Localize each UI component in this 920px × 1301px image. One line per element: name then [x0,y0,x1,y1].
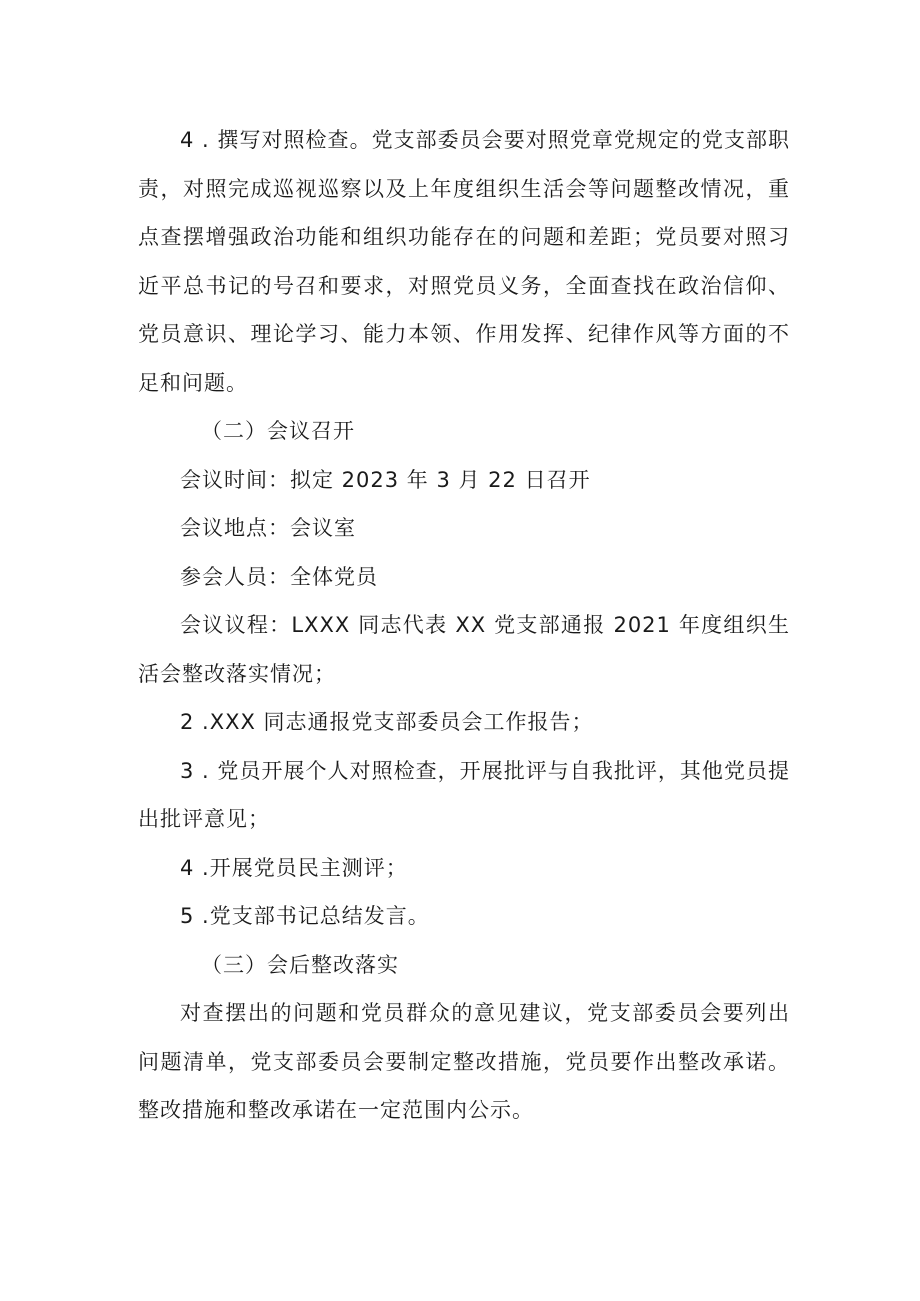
paragraph-attendees: 参会人员：全体党员 [180,564,378,589]
paragraph-agenda-item-4: 4 .开展党员民主测评； [180,855,408,880]
section-heading-meeting: （二）会议召开 [201,419,355,443]
paragraph-agenda-item-2: 2 .XXX 同志通报党支部委员会工作报告； [180,710,594,734]
paragraph-rectification: 对查摆出的问题和党员群众的意见建议，党支部委员会要列出问题清单，党支部委员会要制定整改措施，党员要作出整改承诺。整改措施和整改承诺在一定范围内公示。 [138,1001,790,1122]
paragraph-meeting-time: 会议时间：拟定 2023 年 3 月 22 日召开 [180,467,591,492]
paragraph-agenda: 会议议程：LXXX 同志代表 XX 党支部通报 2021 年度组织生活会整改落实情况； [138,613,790,686]
section-heading-rectification: （三）会后整改落实 [201,952,399,977]
document-body [138,116,790,1135]
paragraph-draft-self-check: 4 . 撰写对照检查。党支部委员会要对照党章党规定的党支部职责，对照完成巡视巡察以及上年度组织生活会等问题整改情况，重点查摆增强政治功能和组织功能存在的问题和差距；党员要对照习近平总书记的号召和要求，对照党员义务，全面查找在政治信仰、党员意识、理论学习、能力本领、作用发挥、纪律作风等方面的不足和问题。 [138,128,790,395]
paragraph-agenda-item-5: 5 .党支部书记总结发言。 [180,904,430,928]
paragraph-agenda-item-3: 3 . 党员开展个人对照检查，开展批评与自我批评，其他党员提出批评意见； [138,758,790,831]
paragraph-meeting-location: 会议地点：会议室 [180,516,356,540]
